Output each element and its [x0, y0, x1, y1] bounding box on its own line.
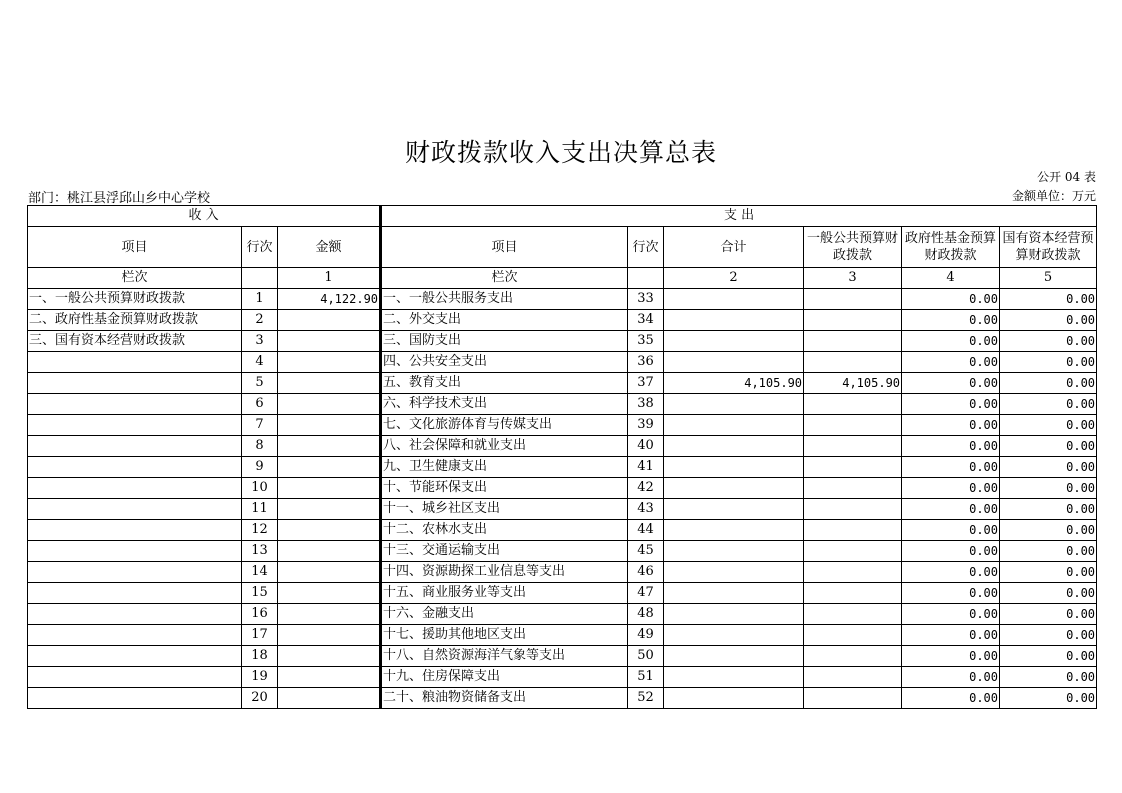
expense-fund-cell: 0.00 [902, 541, 1000, 562]
income-amount-cell: 4,122.90 [278, 289, 381, 310]
income-amount-cell [278, 331, 381, 352]
expense-total-cell [664, 478, 804, 499]
expense-total-cell [664, 688, 804, 709]
page-title: 财政拨款收入支出决算总表 [404, 138, 717, 167]
income-amount-cell [278, 604, 381, 625]
expense-item-cell: 十四、资源勘探工业信息等支出 [381, 562, 628, 583]
income-item-cell [28, 520, 242, 541]
expense-state-cell: 0.00 [1000, 604, 1097, 625]
expense-total-cell [664, 499, 804, 520]
expense-item-cell: 二十、粮油物资储备支出 [381, 688, 628, 709]
income-amount-cell [278, 310, 381, 331]
expense-state-cell: 0.00 [1000, 415, 1097, 436]
income-amount-cell [278, 394, 381, 415]
income-item-cell [28, 499, 242, 520]
table-row [28, 373, 1097, 394]
expense-fund-cell: 0.00 [902, 352, 1000, 373]
expense-general-cell [804, 310, 902, 331]
table-row [28, 352, 1097, 373]
table-row [28, 436, 1097, 457]
income-row-no-cell: 12 [242, 520, 278, 541]
income-item-cell [28, 625, 242, 646]
income-item-cell [28, 352, 242, 373]
income-item-cell [28, 436, 242, 457]
expense-item-cell: 一、一般公共服务支出 [381, 289, 628, 310]
table-row [28, 646, 1097, 667]
header-row: 行次 [242, 227, 278, 268]
expense-state-cell: 0.00 [1000, 457, 1097, 478]
income-item-cell: 二、政府性基金预算财政拨款 [28, 310, 242, 331]
expense-fund-cell: 0.00 [902, 520, 1000, 541]
table-row [28, 457, 1097, 478]
expense-general-cell [804, 541, 902, 562]
expense-row-no-cell: 51 [628, 667, 664, 688]
expense-row-no-cell: 33 [628, 289, 664, 310]
expense-total-cell [664, 520, 804, 541]
table-row [28, 310, 1097, 331]
income-row-no-cell: 16 [242, 604, 278, 625]
income-item-cell [28, 541, 242, 562]
expense-fund-cell: 0.00 [902, 688, 1000, 709]
expense-fund-cell: 0.00 [902, 625, 1000, 646]
expense-fund-cell: 0.00 [902, 394, 1000, 415]
expense-item-cell: 十三、交通运输支出 [381, 541, 628, 562]
expense-item-cell: 二、外交支出 [381, 310, 628, 331]
table-row [28, 331, 1097, 352]
income-item-cell [28, 583, 242, 604]
table-row [28, 520, 1097, 541]
expense-fund-cell: 0.00 [902, 289, 1000, 310]
expense-general-cell [804, 520, 902, 541]
expense-state-cell: 0.00 [1000, 331, 1097, 352]
expense-row-no-cell: 43 [628, 499, 664, 520]
expense-general-cell [804, 352, 902, 373]
expense-state-cell: 0.00 [1000, 373, 1097, 394]
expense-general-cell [804, 457, 902, 478]
expense-fund-cell: 0.00 [902, 583, 1000, 604]
expense-state-cell: 0.00 [1000, 541, 1097, 562]
expense-total-cell [664, 625, 804, 646]
expense-row-no-cell: 42 [628, 478, 664, 499]
expense-item-cell: 十六、金融支出 [381, 604, 628, 625]
expense-row-no-cell: 52 [628, 688, 664, 709]
expense-row-no-cell: 47 [628, 583, 664, 604]
income-item-cell [28, 457, 242, 478]
budget-table [27, 205, 1097, 709]
expense-state-cell: 0.00 [1000, 625, 1097, 646]
expense-row-no-cell: 48 [628, 604, 664, 625]
expense-item-cell: 四、公共安全支出 [381, 352, 628, 373]
header-row: 行次 [628, 227, 664, 268]
expense-state-cell: 0.00 [1000, 478, 1097, 499]
expense-general-cell [804, 331, 902, 352]
expense-row-no-cell: 41 [628, 457, 664, 478]
department-label: 部门：桃江县浮邱山乡中心学校 [28, 191, 211, 206]
expense-item-cell: 五、教育支出 [381, 373, 628, 394]
income-row-no-cell: 5 [242, 373, 278, 394]
header-fund-budget: 政府性基金预算财政拨款 [902, 227, 1000, 268]
income-amount-cell [278, 352, 381, 373]
expense-general-cell [804, 646, 902, 667]
income-row-no-cell: 2 [242, 310, 278, 331]
expense-total-cell [664, 646, 804, 667]
income-item-cell [28, 415, 242, 436]
expense-item-cell: 九、卫生健康支出 [381, 457, 628, 478]
expense-fund-cell: 0.00 [902, 604, 1000, 625]
table-row [28, 394, 1097, 415]
expense-fund-cell: 0.00 [902, 646, 1000, 667]
expense-row-no-cell: 45 [628, 541, 664, 562]
column-index-3: 3 [804, 268, 902, 289]
income-amount-cell [278, 562, 381, 583]
table-row [28, 415, 1097, 436]
income-amount-cell [278, 688, 381, 709]
expense-total-cell [664, 583, 804, 604]
expense-item-cell: 十一、城乡社区支出 [381, 499, 628, 520]
expense-row-no-cell: 35 [628, 331, 664, 352]
expense-total-cell [664, 436, 804, 457]
expense-fund-cell: 0.00 [902, 667, 1000, 688]
income-item-cell [28, 373, 242, 394]
income-row-no-cell: 3 [242, 331, 278, 352]
expense-general-cell [804, 667, 902, 688]
section-income: 收 入 [28, 206, 381, 227]
table-row [28, 289, 1097, 310]
income-item-cell [28, 646, 242, 667]
header-item: 项目 [381, 227, 628, 268]
expense-row-no-cell: 34 [628, 310, 664, 331]
expense-total-cell [664, 457, 804, 478]
income-row-no-cell: 6 [242, 394, 278, 415]
income-row-no-cell: 15 [242, 583, 278, 604]
income-row-no-cell: 4 [242, 352, 278, 373]
expense-fund-cell: 0.00 [902, 478, 1000, 499]
table-row [28, 688, 1097, 709]
expense-state-cell: 0.00 [1000, 520, 1097, 541]
section-expense: 支 出 [381, 206, 1097, 227]
income-amount-cell [278, 520, 381, 541]
expense-fund-cell: 0.00 [902, 436, 1000, 457]
expense-fund-cell: 0.00 [902, 373, 1000, 394]
income-amount-cell [278, 646, 381, 667]
header-general-budget: 一般公共预算财政拨款 [804, 227, 902, 268]
income-row-no-cell: 8 [242, 436, 278, 457]
table-row [28, 541, 1097, 562]
expense-general-cell [804, 478, 902, 499]
expense-general-cell [804, 499, 902, 520]
expense-row-no-cell: 40 [628, 436, 664, 457]
expense-total-cell: 4,105.90 [664, 373, 804, 394]
income-amount-cell [278, 478, 381, 499]
expense-total-cell [664, 310, 804, 331]
table-row [28, 583, 1097, 604]
expense-state-cell: 0.00 [1000, 436, 1097, 457]
header-item: 项目 [28, 227, 242, 268]
income-item-cell [28, 604, 242, 625]
expense-general-cell [804, 562, 902, 583]
expense-fund-cell: 0.00 [902, 310, 1000, 331]
income-item-cell [28, 688, 242, 709]
expense-general-cell [804, 436, 902, 457]
column-index-4: 4 [902, 268, 1000, 289]
income-row-no-cell: 11 [242, 499, 278, 520]
expense-total-cell [664, 331, 804, 352]
expense-state-cell: 0.00 [1000, 583, 1097, 604]
column-index-blank [242, 268, 278, 289]
expense-state-cell: 0.00 [1000, 289, 1097, 310]
expense-row-no-cell: 44 [628, 520, 664, 541]
income-item-cell [28, 667, 242, 688]
expense-total-cell [664, 289, 804, 310]
income-item-cell [28, 394, 242, 415]
expense-general-cell [804, 415, 902, 436]
expense-state-cell: 0.00 [1000, 394, 1097, 415]
expense-fund-cell: 0.00 [902, 415, 1000, 436]
expense-state-cell: 0.00 [1000, 499, 1097, 520]
income-amount-cell [278, 583, 381, 604]
expense-fund-cell: 0.00 [902, 499, 1000, 520]
table-row [28, 478, 1097, 499]
income-row-no-cell: 18 [242, 646, 278, 667]
expense-item-cell: 十九、住房保障支出 [381, 667, 628, 688]
table-row [28, 499, 1097, 520]
expense-total-cell [664, 667, 804, 688]
expense-item-cell: 十七、援助其他地区支出 [381, 625, 628, 646]
column-index-blank [628, 268, 664, 289]
unit-label: 金额单位：万元 [1011, 189, 1096, 203]
expense-total-cell [664, 394, 804, 415]
income-row-no-cell: 7 [242, 415, 278, 436]
expense-general-cell [804, 583, 902, 604]
expense-general-cell [804, 688, 902, 709]
income-row-no-cell: 1 [242, 289, 278, 310]
header-total: 合计 [664, 227, 804, 268]
expense-state-cell: 0.00 [1000, 646, 1097, 667]
income-row-no-cell: 19 [242, 667, 278, 688]
income-row-no-cell: 10 [242, 478, 278, 499]
table-row [28, 562, 1097, 583]
income-amount-cell [278, 436, 381, 457]
expense-total-cell [664, 352, 804, 373]
income-amount-cell [278, 667, 381, 688]
table-row [28, 625, 1097, 646]
income-amount-cell [278, 541, 381, 562]
expense-fund-cell: 0.00 [902, 457, 1000, 478]
expense-total-cell [664, 415, 804, 436]
income-amount-cell [278, 415, 381, 436]
expense-state-cell: 0.00 [1000, 667, 1097, 688]
expense-total-cell [664, 604, 804, 625]
column-index-5: 5 [1000, 268, 1097, 289]
expense-row-no-cell: 46 [628, 562, 664, 583]
expense-item-cell: 十五、商业服务业等支出 [381, 583, 628, 604]
expense-state-cell: 0.00 [1000, 352, 1097, 373]
expense-state-cell: 0.00 [1000, 562, 1097, 583]
income-item-cell: 一、一般公共预算财政拨款 [28, 289, 242, 310]
income-row-no-cell: 13 [242, 541, 278, 562]
table-row [28, 604, 1097, 625]
column-index-2: 2 [664, 268, 804, 289]
expense-row-no-cell: 39 [628, 415, 664, 436]
expense-general-cell [804, 394, 902, 415]
income-amount-cell [278, 373, 381, 394]
income-row-no-cell: 14 [242, 562, 278, 583]
expense-state-cell: 0.00 [1000, 310, 1097, 331]
header-state-capital: 国有资本经营预算财政拨款 [1000, 227, 1097, 268]
expense-item-cell: 三、国防支出 [381, 331, 628, 352]
expense-general-cell [804, 604, 902, 625]
income-amount-cell [278, 457, 381, 478]
expense-item-cell: 十二、农林水支出 [381, 520, 628, 541]
expense-item-cell: 十、节能环保支出 [381, 478, 628, 499]
income-row-no-cell: 17 [242, 625, 278, 646]
expense-fund-cell: 0.00 [902, 562, 1000, 583]
expense-general-cell: 4,105.90 [804, 373, 902, 394]
table-row [28, 667, 1097, 688]
expense-total-cell [664, 562, 804, 583]
expense-item-cell: 七、文化旅游体育与传媒支出 [381, 415, 628, 436]
expense-row-no-cell: 38 [628, 394, 664, 415]
expense-row-no-cell: 49 [628, 625, 664, 646]
expense-general-cell [804, 289, 902, 310]
income-item-cell: 三、国有资本经营财政拨款 [28, 331, 242, 352]
expense-item-cell: 八、社会保障和就业支出 [381, 436, 628, 457]
expense-state-cell: 0.00 [1000, 688, 1097, 709]
income-row-no-cell: 9 [242, 457, 278, 478]
expense-item-cell: 六、科学技术支出 [381, 394, 628, 415]
expense-row-no-cell: 37 [628, 373, 664, 394]
income-row-no-cell: 20 [242, 688, 278, 709]
income-item-cell [28, 478, 242, 499]
income-item-cell [28, 562, 242, 583]
expense-row-no-cell: 36 [628, 352, 664, 373]
header-amount: 金额 [278, 227, 381, 268]
column-index-label: 栏次 [28, 268, 242, 289]
expense-general-cell [804, 625, 902, 646]
form-code: 公开 04 表 [1037, 170, 1096, 184]
column-index-1: 1 [278, 268, 381, 289]
expense-fund-cell: 0.00 [902, 331, 1000, 352]
income-amount-cell [278, 625, 381, 646]
expense-row-no-cell: 50 [628, 646, 664, 667]
expense-item-cell: 十八、自然资源海洋气象等支出 [381, 646, 628, 667]
income-amount-cell [278, 499, 381, 520]
column-index-label: 栏次 [381, 268, 628, 289]
expense-total-cell [664, 541, 804, 562]
